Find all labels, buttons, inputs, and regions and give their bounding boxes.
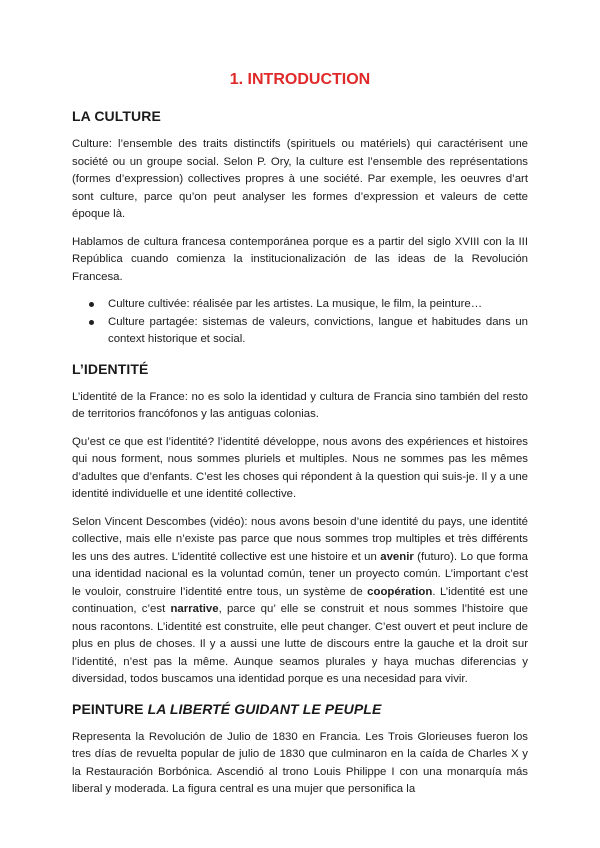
text-run: (futuro). Lo que forma una identidad nacional es la voluntad común, tener un proyecto común. L’important c’est le vouloir, construire l’identité entre tous, un système de (72, 550, 528, 598)
section-heading-identite: L’IDENTITÉ (72, 360, 149, 377)
bold-term-cooperation: coopération (367, 585, 433, 598)
section-heading-culture: LA CULTURE (72, 108, 161, 124)
page-title: 1. INTRODUCTION (229, 71, 371, 88)
paragraph-culture-definition: Culture: l’ensemble des traits distinctifs (spirituels ou matériels) qui caractérisent une société ou un groupe social. Selon P. Ory, la culture est l’ensemble des représentations (formes d’expression) collectives propres à une société. Par exemple, les oeuvres d’art sont culture, parce qu’on peut analyser les formes d’expression et valeurs de cette époque là. (72, 138, 528, 220)
paragraph-identite-france: L’identité de la France: no es solo la identidad y cultura de Francia sino también del resto de territorios francófonos y las antiguas colonias. (72, 390, 528, 420)
list-item: Culture cultivée: réalisée par les artistes. La musique, le film, la peinture… (108, 296, 528, 314)
culture-bullet-list (72, 296, 528, 349)
document-body (72, 68, 528, 809)
heading-prefix: PEINTURE (72, 700, 148, 717)
text-run: Selon Vincent Descombes (vidéo): nous avons besoin d’une identité du pays, une identité collective, mais elle n’existe pas parce que nous sommes trop multiples et très différents les uns des autres. L’identité collective est une histoire et un (72, 515, 528, 563)
paragraph-identite-question: Qu’est ce que est l’identité? l’identité développe, nous avons des expériences et histoires qui nous forment, nous sommes pluriels et multiples. Nous ne sommes pas les mêmes d’adultes que d’enfants. C’est les choses qui répondent à la question qui suis-je. Il y a une identité individuelle et une identité collective. (72, 435, 528, 500)
bold-term-avenir: avenir (380, 550, 414, 563)
painting-title: LA LIBERTÉ GUIDANT LE PEUPLE (147, 700, 382, 717)
section-heading-peinture (72, 699, 528, 719)
paragraph-cultura-francesa: Hablamos de cultura francesa contemporánea porque es a partir del siglo XVIII con la III República cuando comienza la institucionalización de las ideas de la Revolución Francesa. (72, 235, 528, 283)
paragraph-descombes (72, 514, 528, 689)
list-item: Culture partagée: sistemas de valeurs, convictions, langue et habitudes dans un context historique et social. (108, 314, 528, 349)
bold-term-narrative: narrative (170, 603, 219, 615)
text-run: , parce qu’ elle se construit et nous sommes l’histoire que nous racontons. L’identité est construite, elle peut changer. C’est ouvert et peut inclure de plus en plus de choses. Il y a aussi une lutte de discours entre la gauche et la droit sur l’identité, n’est pas la même. Aunque seamos plurales y haya muchas diferencias y diversidad, todos buscamos una identidad porque es una necesidad para vivir. (72, 603, 528, 685)
paragraph-revolucion-julio: Representa la Revolución de Julio de 1830 en Francia. Les Trois Glorieuses fueron los tres días de revuelta popular de julio de 1830 que culminaron en la caída de Charles X y la Restauración Borbónica. Ascendió al trono Louis Philippe I con una monarquía más liberal y moderada. La figura central es una mujer que personifica la (72, 730, 528, 795)
text-run: . L’identité est une continuation, c’est (72, 585, 529, 615)
